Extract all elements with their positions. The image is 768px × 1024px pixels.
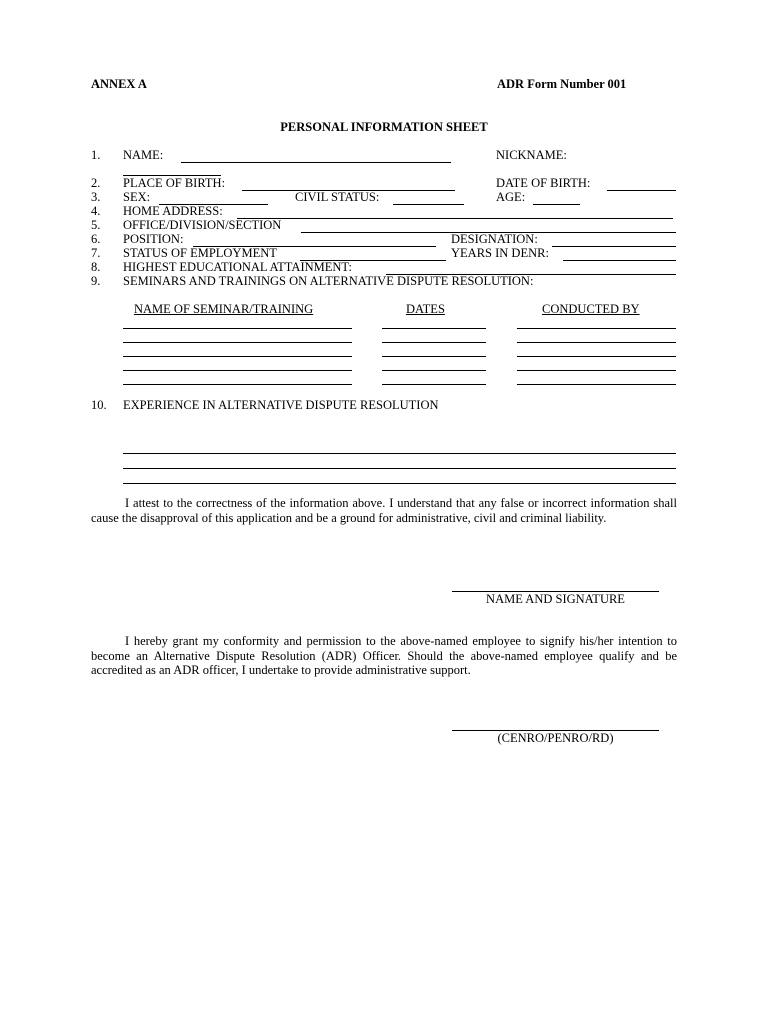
age-label: AGE: <box>496 190 526 204</box>
designation-label: DESIGNATION: <box>451 232 538 246</box>
seminar-dates-field[interactable] <box>382 384 486 385</box>
nickname-label: NICKNAME: <box>496 148 567 162</box>
date-of-birth-field[interactable] <box>607 190 676 191</box>
attestation-text: I attest to the correctness of the information above. I understand that any false or incorrect information shall cause the disapproval of this application and be a ground for administrative, civil and criminal liability. <box>91 496 677 525</box>
seminar-conducted-field[interactable] <box>517 328 676 329</box>
status-of-employment-label: STATUS OF EMPLOYMENT <box>123 246 277 260</box>
seminar-name-field[interactable] <box>123 328 352 329</box>
experience-field[interactable] <box>123 468 676 469</box>
name-field[interactable] <box>181 162 451 163</box>
item-number-2: 2. <box>91 176 101 190</box>
item-number-8: 8. <box>91 260 101 274</box>
seminar-dates-field[interactable] <box>382 342 486 343</box>
item-number-4: 4. <box>91 204 101 218</box>
annex-label: ANNEX A <box>91 77 147 91</box>
seminar-conducted-field[interactable] <box>517 370 676 371</box>
date-of-birth-label: DATE OF BIRTH: <box>496 176 591 190</box>
experience-field[interactable] <box>123 483 676 484</box>
item-number-10: 10. <box>91 398 107 412</box>
item-number-9: 9. <box>91 274 101 288</box>
seminar-conducted-header: CONDUCTED BY <box>542 302 640 316</box>
page-title: PERSONAL INFORMATION SHEET <box>280 120 488 134</box>
conformity-text: I hereby grant my conformity and permission to the above-named employee to signify his/her intention to become an Alternative Dispute Resolution (ADR) Officer. Should the above-named employee qualify and be accredited as an ADR officer, I undertake to provide administrative support. <box>91 634 677 677</box>
sex-label: SEX: <box>123 190 151 204</box>
seminar-name-field[interactable] <box>123 384 352 385</box>
seminar-dates-header: DATES <box>406 302 445 316</box>
home-address-field[interactable] <box>237 218 673 219</box>
seminar-name-field[interactable] <box>123 342 352 343</box>
years-in-denr-label: YEARS IN DENR: <box>451 246 549 260</box>
seminar-name-header: NAME OF SEMINAR/TRAINING <box>134 302 314 316</box>
civil-status-field[interactable] <box>393 204 464 205</box>
seminar-dates-field[interactable] <box>382 356 486 357</box>
experience-label: EXPERIENCE IN ALTERNATIVE DISPUTE RESOLUTION <box>123 398 439 412</box>
education-label: HIGHEST EDUCATIONAL ATTAINMENT: <box>123 260 352 274</box>
item-number-3: 3. <box>91 190 101 204</box>
approver-label: (CENRO/PENRO/RD) <box>497 731 614 745</box>
office-label: OFFICE/DIVISION/SECTION <box>123 218 282 232</box>
item-number-7: 7. <box>91 246 101 260</box>
seminar-name-field[interactable] <box>123 370 352 371</box>
seminar-dates-field[interactable] <box>382 370 486 371</box>
seminar-name-field[interactable] <box>123 356 352 357</box>
item-number-5: 5. <box>91 218 101 232</box>
seminar-conducted-field[interactable] <box>517 384 676 385</box>
seminars-label: SEMINARS AND TRAININGS ON ALTERNATIVE DISPUTE RESOLUTION: <box>123 274 534 288</box>
civil-status-label: CIVIL STATUS: <box>295 190 380 204</box>
name-label: NAME: <box>123 148 164 162</box>
signature-label: NAME AND SIGNATURE <box>486 592 625 606</box>
item-number-1: 1. <box>91 148 101 162</box>
seminar-dates-field[interactable] <box>382 328 486 329</box>
years-in-denr-field[interactable] <box>563 260 676 261</box>
home-address-label: HOME ADDRESS: <box>123 204 223 218</box>
experience-field[interactable] <box>123 453 676 454</box>
position-label: POSITION: <box>123 232 184 246</box>
designation-field[interactable] <box>552 246 676 247</box>
age-field[interactable] <box>533 204 580 205</box>
form-number: ADR Form Number 001 <box>497 77 627 91</box>
seminar-conducted-field[interactable] <box>517 356 676 357</box>
place-of-birth-label: PLACE OF BIRTH: <box>123 176 226 190</box>
seminar-conducted-field[interactable] <box>517 342 676 343</box>
item-number-6: 6. <box>91 232 101 246</box>
